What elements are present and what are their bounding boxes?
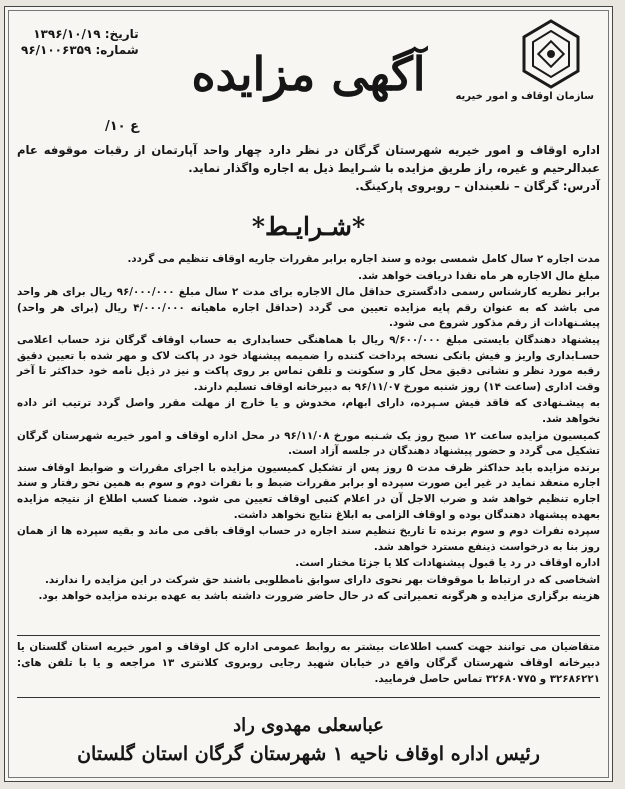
divider (17, 635, 600, 636)
divider (17, 697, 600, 698)
condition-item: پیشنهاد دهندگان بایستی مبلغ ۹/۶۰۰/۰۰۰ ریال با هماهنگی حسابداری به حساب اوقاف گرگان نزد حساب اعلامی حسـابداری واریز و فیش بانکی نسخه پرداخت کننده را ضمیمه پیشنهاد خود در پاکت لاک و مهر شده با تعیین دقیق رقبه مورد نظر و نشانی دقیق محل کار و سکونت و تلفن تماس بر روی پاکت و نیز در ذیل نامه خود حداکثر تا آخر وقت اداری (ساعت ۱۴) روز شنبه مورخ ۹۶/۱۱/۰۷ به دبیرخانه اوقاف تسلیم دارند. (17, 333, 600, 393)
condition-item: اشخاصی که در ارتباط با موقوفات بهر نحوی دارای سوابق نامطلوبی باشند حق شرکت در این مزایده را ندارند. (44, 573, 600, 586)
awqaf-emblem-icon (520, 19, 582, 89)
condition-item: سپرده نفرات دوم و سوم برنده تا تاریخ تنظیم سند اجاره در حساب اوقاف باقی می ماند و بقیه سپرده ها از همان روز بنا به درخواست ذینفع مسترد خواهد شد. (17, 525, 600, 553)
conditions-list (17, 252, 600, 606)
condition-item: برنده مزایده باید حداکثر ظرف مدت ۵ روز پس از تشکیل کمیسیون مزایده با اجرای مقررات و ضوابط اوقاف سند اجاره منعقد نماید در غیر این صورت سپرده او برابر مقررات ضبط و با نفرات دوم و سوم به همین نحو رفتار و سند اجاره تنظیم خواهد شد و ضرب الاجل آن در اعلام کتبی اوقاف تعیین می شود. ضمنا کسب اطلاع از نتیجه مزایده بعهده پیشنهاد دهندگان بوده و اوقاف الزامی به ابلاغ نتایج نخواهد داشت. (17, 461, 600, 521)
intro-section (17, 141, 600, 195)
notice-meta (21, 27, 139, 59)
condition-item: مدت اجاره ۲ سال کامل شمسی بوده و سند اجاره برابر مقررات جاریه اوقاف تنظیم می گردد. (127, 253, 600, 265)
condition-item: هزینه برگزاری مزایده و هرگونه تعمیراتی که در حال حاضر ضرورت داشته باشد به عهده برنده مزایده خواهد بود. (38, 590, 600, 603)
intro-text: اداره اوقاف و امور خیریه شهرستان گرگان در نظر دارد چهار واحد آپارتمان از رقبات موقوفه عام عبدالرحیم و غیره، راز طریق مزایده با شـرایط ذیل به اجاره واگذار نماید. (17, 143, 600, 175)
condition-item: اداره اوقاف در رد یا قبول پیشنهادات کلا یا جزئا مختار است. (295, 557, 600, 570)
condition-item: برابر نظریه کارشناس رسمی دادگستری حداقل مال الاجاره برای مدت ۲ سال مبلغ ۹۶/۰۰۰/۰۰۰ ریال برای هر واحد می باشد که به عنوان رقم پایه مزایده تعیین می گردد (حداقل اجاره ماهیانه ۴/۰۰۰/۰۰۰ ریال (برای هر واحد) پیشـنهادات از رقم مذکور شروع می شود. (17, 286, 600, 330)
signer-name: عباسعلی مهدوی راد (233, 715, 384, 736)
notice-number: شماره: ۹۶/۱۰۰۶۳۵۹ (21, 43, 139, 57)
condition-item: کمیسیون مزایده ساعت ۱۲ صبح روز یک شـنبه مورخ ۹۶/۱۱/۰۸ در محل اداره اوقاف و امور خیریه شهرستان گرگان تشکیل می گردد و حضور پیشنهاد دهندگان در جلسه آزاد است. (17, 429, 600, 458)
contact-note: متقاضیان می توانند جهت کسب اطلاعات بیشتر به روابط عمومی اداره کل اوقاف و امور خیریه استان گلستان یا دبیرخانه اوقاف شهرستان گرگان واقع در خیابان شهید رجایی روبروی کلانتری ۱۳ مراجعه و یا با تلفن های: ۳۲۶۸۶۲۲۱ و ۳۲۶۸۰۷۷۵ تماس حاصل فرمایید. (17, 641, 600, 685)
auction-notice (4, 6, 613, 782)
condition-item: مبلغ مال الاجاره هر ماه نقدا دریافت خواهد شد. (358, 269, 600, 282)
signer-title: رئیس اداره اوقاف ناحیه ۱ شهرستان گرگان استان گلستان (77, 743, 540, 765)
condition-item: به پیشـنهادی که فاقد فیش سـپرده، دارای ابهام، مخدوش و یا خارج از مهلت مقرر واصل گردد ترتیب اثر داده نخواهد شد. (17, 397, 600, 425)
organization-name: سازمان اوقاف و امور خیریه (455, 91, 594, 102)
notice-code: /۱۰ ع (105, 119, 140, 134)
conditions-title: *شـرایـط* (251, 212, 366, 241)
organization-logo (455, 19, 594, 115)
intro-address: آدرس: گرگان – نلعبندان – روبروی پارکینگ. (355, 179, 600, 193)
notice-header (5, 7, 612, 134)
page-title: آگهی مزایده (191, 47, 426, 101)
notice-date: تاریخ: ۱۳۹۶/۱۰/۱۹ (33, 27, 139, 41)
